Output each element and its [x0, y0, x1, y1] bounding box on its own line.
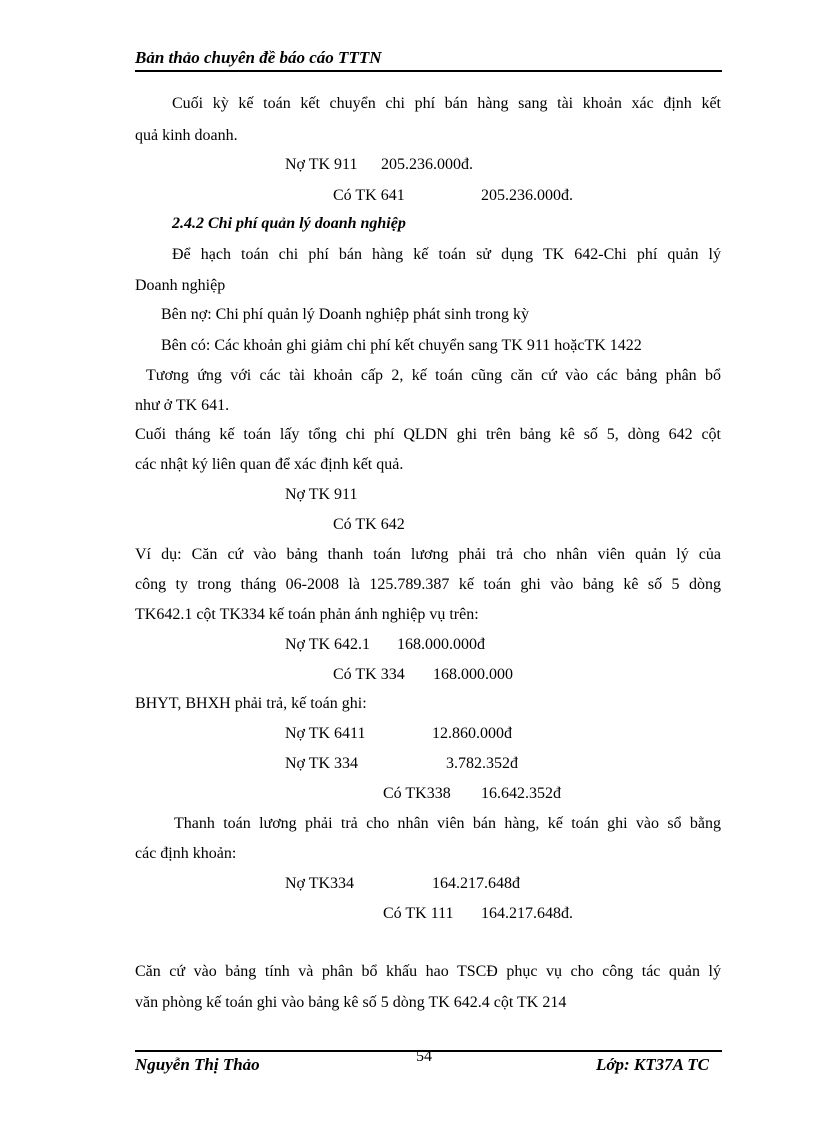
entry-credit: Có TK 642 — [333, 516, 405, 533]
entry-amount: 12.860.000đ — [432, 725, 512, 742]
entry-debit: Nợ TK 334 — [285, 755, 359, 772]
entry-credit: Có TK 641 — [333, 187, 405, 204]
paragraph-line: công ty trong tháng 06-2008 là 125.789.387 kế toán ghi vào bảng kê số 5 dòng — [135, 576, 721, 593]
paragraph-line: Bên có: Các khoản ghi giảm chi phí kết chuyển sang TK 911 hoặcTK 1422 — [161, 337, 642, 354]
entry-amount: 205.236.000đ. — [481, 187, 573, 204]
paragraph-line: BHYT, BHXH phải trả, kế toán ghi: — [135, 695, 367, 712]
entry-credit: Có TK 334 — [333, 666, 405, 683]
paragraph-line: Doanh nghiệp — [135, 277, 226, 294]
paragraph-line: Để hạch toán chi phí bán hàng kế toán sử dụng TK 642-Chi phí quản lý — [172, 246, 721, 263]
entry-debit: Nợ TK 911 — [285, 486, 358, 503]
section-heading: 2.4.2 Chi phí quản lý doanh nghiệp — [172, 215, 406, 232]
entry-debit: Nợ TK 642.1 — [285, 636, 371, 653]
paragraph-line: văn phòng kế toán ghi vào bảng kê số 5 dòng TK 642.4 cột TK 214 — [135, 994, 567, 1011]
paragraph-line: Tương ứng với các tài khoản cấp 2, kế toán cũng căn cứ vào các bảng phân bổ — [146, 367, 721, 384]
paragraph-line: quả kinh doanh. — [135, 127, 238, 144]
entry-credit: Có TK338 — [383, 785, 451, 802]
entry-amount: 205.236.000đ. — [381, 156, 473, 173]
paragraph-line: các nhật ký liên quan để xác định kết quả. — [135, 456, 404, 473]
entry-credit: Có TK 111 — [383, 905, 454, 922]
paragraph-line: TK642.1 cột TK334 kế toán phản ánh nghiệp vụ trên: — [135, 606, 479, 623]
entry-amount: 16.642.352đ — [481, 785, 561, 802]
entry-amount: 164.217.648đ. — [481, 905, 573, 922]
header-title: Bản thảo chuyên đề báo cáo TTTN — [135, 48, 382, 67]
entry-amount: 3.782.352đ — [446, 755, 518, 772]
paragraph-line: Thanh toán lương phải trả cho nhân viên bán hàng, kế toán ghi vào sổ bằng — [174, 815, 721, 832]
paragraph-line: như ở TK 641. — [135, 397, 230, 414]
entry-amount: 168.000.000 — [433, 666, 513, 683]
paragraph-line: Căn cứ vào bảng tính và phân bổ khấu hao TSCĐ phục vụ cho công tác quản lý — [135, 963, 721, 980]
entry-amount: 168.000.000đ — [397, 636, 485, 653]
page-number: 54 — [416, 1048, 432, 1065]
footer-class: Lớp: KT37A TC — [596, 1055, 710, 1074]
footer-author: Nguyễn Thị Thảo — [135, 1055, 260, 1074]
entry-debit: Nợ TK 6411 — [285, 725, 366, 742]
entry-debit: Nợ TK334 — [285, 875, 355, 892]
paragraph-line: Ví dụ: Căn cứ vào bảng thanh toán lương phải trả cho nhân viên quản lý của — [135, 546, 721, 563]
entry-debit: Nợ TK 911 — [285, 156, 358, 173]
paragraph-line: các định khoản: — [135, 845, 237, 862]
entry-amount: 164.217.648đ — [432, 875, 520, 892]
header-rule — [135, 70, 722, 72]
paragraph-line: Cuối tháng kế toán lấy tổng chi phí QLDN ghi trên bảng kê số 5, dòng 642 cột — [135, 426, 721, 443]
paragraph-line: Cuối kỳ kế toán kết chuyển chi phí bán hàng sang tài khoản xác định kết — [172, 95, 721, 112]
paragraph-line: Bên nợ: Chi phí quản lý Doanh nghiệp phát sinh trong kỳ — [161, 306, 529, 323]
